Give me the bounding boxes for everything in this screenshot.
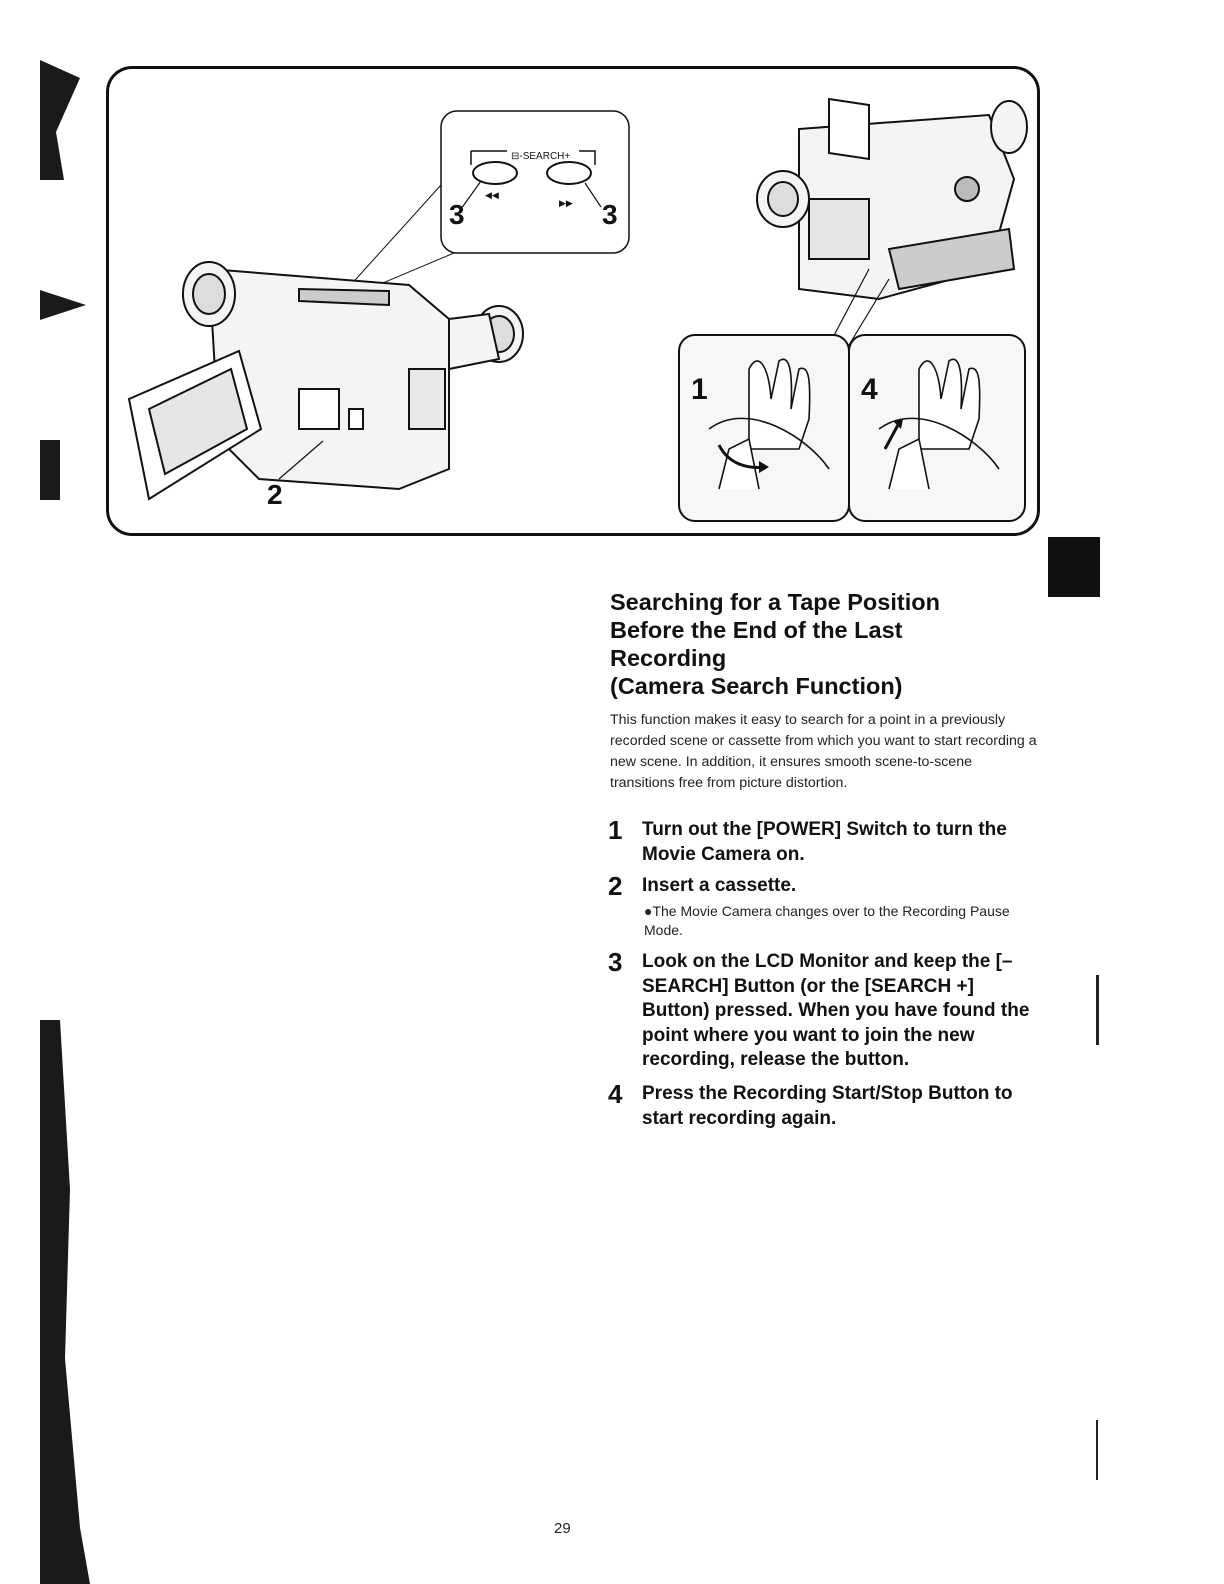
step-number: 2: [608, 871, 623, 901]
title-line: (Camera Search Function): [610, 673, 903, 699]
scan-edge-artifact: [1096, 975, 1099, 1045]
step-number: 4: [608, 1079, 623, 1109]
step-text: Insert a cassette.: [642, 875, 797, 896]
rewind-symbol: ◀◀: [485, 190, 499, 200]
callout-4: 4: [861, 373, 878, 406]
title-line: Recording: [610, 645, 727, 671]
page-number: 29: [554, 1520, 571, 1537]
search-plus-button: [547, 162, 591, 184]
step-text: Turn out the [POWER] Switch to turn the Movie Camera on.: [642, 819, 1007, 865]
callout-1: 1: [691, 373, 708, 406]
step-note: ●The Movie Camera changes over to the Recording Pause Mode.: [644, 903, 1010, 938]
scan-edge-artifact: [40, 290, 86, 320]
illustration-panel: [106, 66, 1040, 536]
scan-edge-artifact: [1096, 1420, 1098, 1480]
callout-3-left: 3: [449, 199, 465, 230]
title-line: Before the End of the Last: [610, 617, 903, 643]
camcorder-left-view: [129, 262, 523, 499]
title-line: Searching for a Tape Position: [610, 589, 940, 615]
scan-edge-artifact: [40, 1020, 90, 1584]
scan-edge-artifact: [40, 440, 60, 500]
callout-2: 2: [267, 479, 283, 510]
scan-edge-artifact: [40, 60, 80, 180]
callout-3-right: 3: [602, 199, 618, 230]
step-number: 1: [608, 815, 623, 845]
forward-symbol: ▶▶: [559, 198, 573, 208]
section-thumb-tab: [1048, 537, 1100, 597]
step-number: 3: [608, 947, 623, 977]
section-title: [610, 588, 1050, 700]
step-text: Look on the LCD Monitor and keep the [– SEARCH] Button (or the [SEARCH +] Button) pressed. When you have found the point where you want to join the new recording, release the button.: [642, 951, 1030, 1070]
camera-illustration: [109, 69, 1043, 539]
search-minus-button: [473, 162, 517, 184]
intro-paragraph: This function makes it easy to search for a point in a previously recorded scene or cassette from which you want to start recording a new scene. In addition, it ensures smooth scene-to-scene transitions free from picture distortion.: [610, 712, 1037, 791]
camcorder-right-view: [757, 99, 1027, 299]
search-button-label: ⊟-SEARCH+: [511, 151, 571, 162]
step-text: Press the Recording Start/Stop Button to start recording again.: [642, 1083, 1013, 1129]
